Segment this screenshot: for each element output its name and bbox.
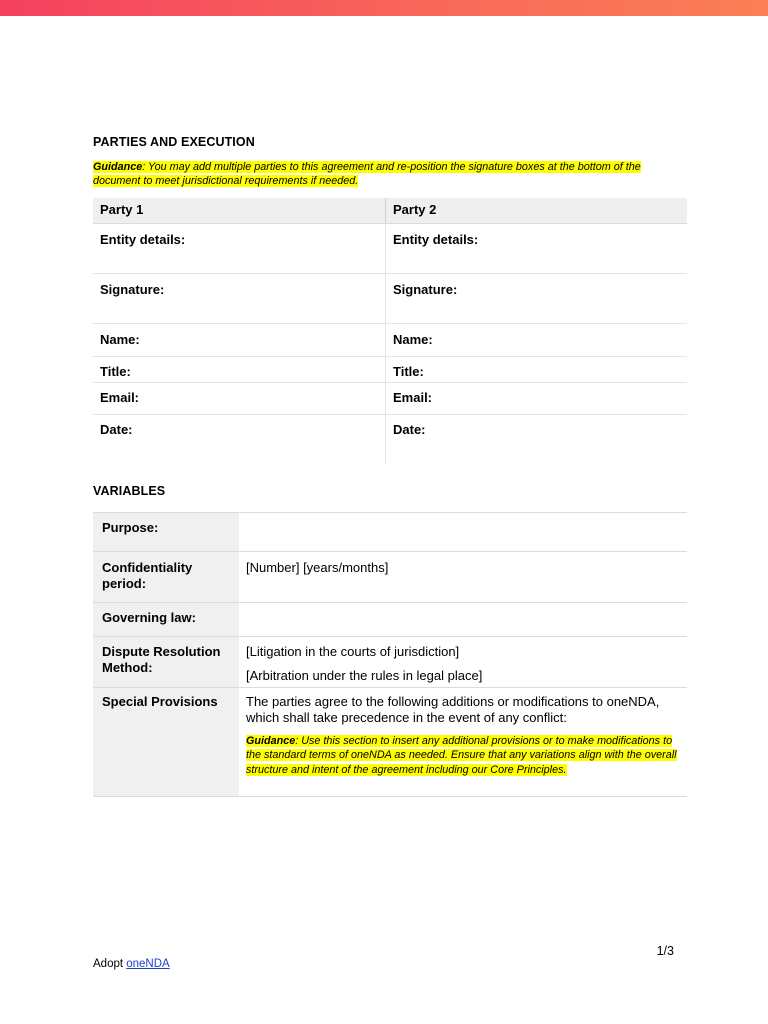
special-provisions-guidance xyxy=(246,734,680,777)
party-1-name-field[interactable]: Name: xyxy=(100,332,140,347)
party-2-date-field[interactable]: Date: xyxy=(385,415,687,464)
party-1-date-field[interactable]: Date: xyxy=(100,422,133,437)
guidance-highlight xyxy=(246,735,677,776)
variables-row-period xyxy=(93,552,687,603)
variables-row-law xyxy=(93,603,687,637)
variable-label-law: Governing law: xyxy=(93,603,239,636)
parties-row-signature xyxy=(93,274,687,324)
parties-row-email xyxy=(93,383,687,415)
parties-table xyxy=(93,198,687,464)
guidance-highlight xyxy=(93,161,641,187)
variable-value-line: The parties agree to the following additions or modifications to oneNDA, which shall take precedence in the event of any conflict: xyxy=(246,694,660,725)
top-accent-bar xyxy=(0,0,768,16)
variables-row-dispute xyxy=(93,637,687,688)
parties-row-title xyxy=(93,357,687,383)
party-2-title-field[interactable]: Title: xyxy=(385,357,687,382)
party-2-entity-field[interactable]: Entity details: xyxy=(385,224,687,273)
parties-row-entity xyxy=(93,224,687,274)
variables-row-special xyxy=(93,688,687,797)
parties-row-name xyxy=(93,324,687,357)
parties-header-row xyxy=(93,198,687,224)
variables-table xyxy=(93,512,687,797)
variable-value-period[interactable] xyxy=(239,552,687,602)
variables-row-purpose xyxy=(93,513,687,552)
party-2-email-field[interactable]: Email: xyxy=(385,383,687,414)
party-2-signature-field[interactable]: Signature: xyxy=(385,274,687,323)
variable-value-line: [Litigation in the courts of jurisdiction] xyxy=(246,644,460,659)
party-2-name-field[interactable]: Name: xyxy=(385,324,687,356)
guidance-label: Guidance xyxy=(93,161,143,173)
footer-adopt-text: Adopt xyxy=(93,958,127,970)
parties-row-date xyxy=(93,415,687,464)
guidance-text: : Use this section to insert any additional provisions or to make modifications to the standard terms of oneNDA as needed. Ensure that any variations align with the overall structure and intent of the agreement including our Core Principles. xyxy=(246,735,677,776)
guidance-text: : You may add multiple parties to this agreement and re-position the signature boxes at the bottom of the document to meet jurisdictional requirements if needed. xyxy=(93,161,641,187)
parties-guidance xyxy=(93,161,673,188)
parties-heading: PARTIES AND EXECUTION xyxy=(93,135,255,149)
variable-value-line: [Arbitration under the rules in legal place] xyxy=(246,668,483,683)
party-1-title-field[interactable]: Title: xyxy=(100,364,131,379)
party-1-entity-field[interactable]: Entity details: xyxy=(100,232,186,247)
party-1-signature-field[interactable]: Signature: xyxy=(100,282,165,297)
party-1-email-field[interactable]: Email: xyxy=(100,390,140,405)
variable-value-law[interactable] xyxy=(239,603,687,636)
onenda-link[interactable]: oneNDA xyxy=(126,958,170,970)
page-number: 1/3 xyxy=(656,944,674,958)
variable-label-dispute: Dispute Resolution Method: xyxy=(93,637,239,687)
variables-heading: VARIABLES xyxy=(93,484,166,498)
variable-label-period: Confidentiality period: xyxy=(93,552,239,602)
variable-label-special: Special Provisions xyxy=(93,688,239,796)
variable-value-dispute[interactable] xyxy=(239,637,687,687)
footer xyxy=(93,958,170,970)
variable-value-special[interactable] xyxy=(239,688,687,796)
variable-value-line: [Number] [years/months] xyxy=(246,560,389,575)
party-1-header: Party 1 xyxy=(100,202,144,217)
party-2-header: Party 2 xyxy=(385,198,687,223)
variable-label-purpose: Purpose: xyxy=(93,513,239,551)
variable-value-purpose[interactable] xyxy=(239,513,687,551)
guidance-label: Guidance xyxy=(246,735,296,747)
